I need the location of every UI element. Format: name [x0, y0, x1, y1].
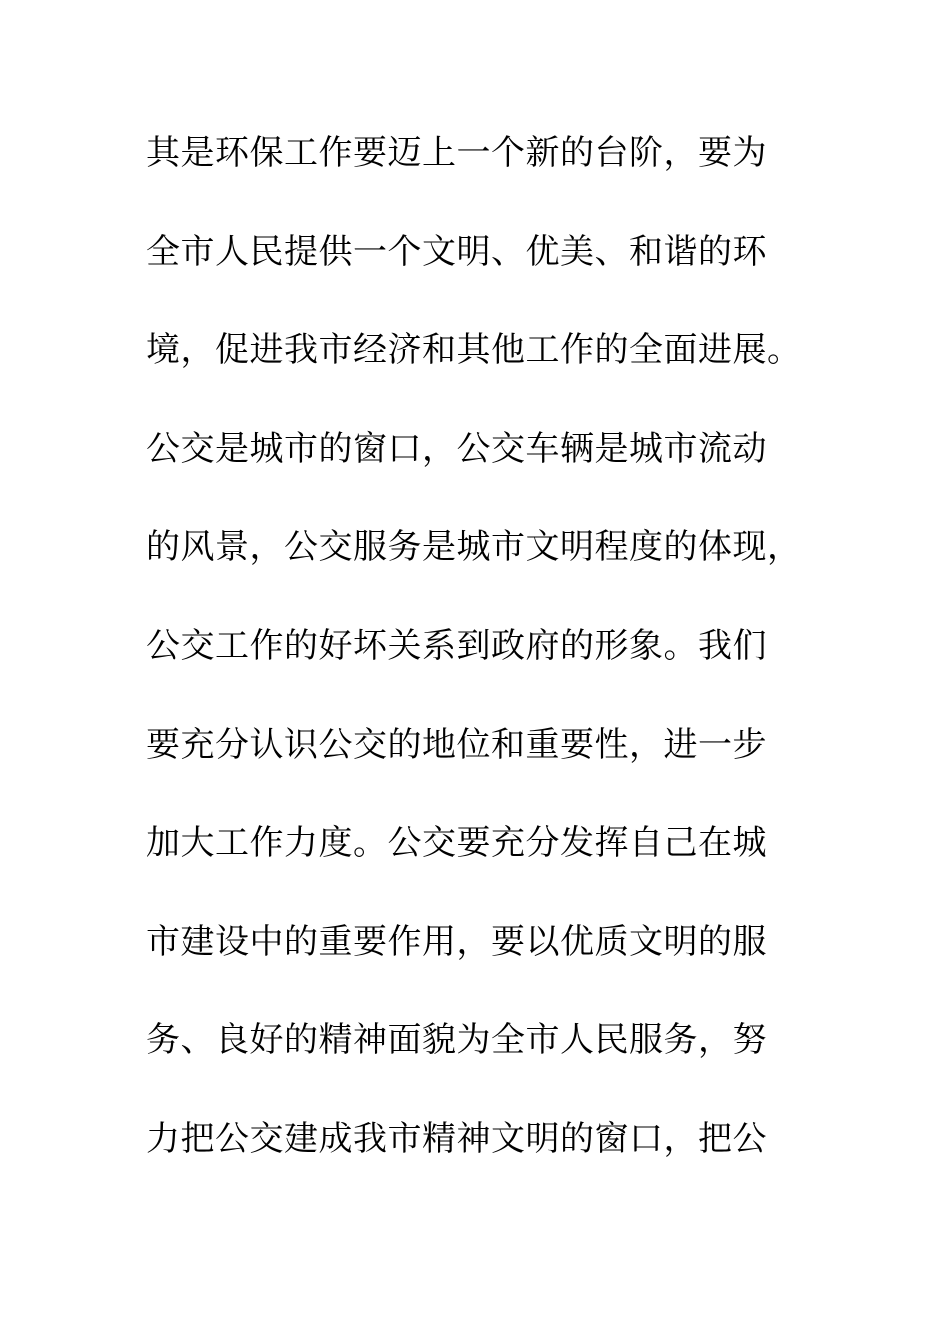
text-line: 市建设中的重要作用，要以优质文明的服 [146, 921, 767, 962]
text-line: 要充分认识公交的地位和重要性，进一步 [146, 724, 767, 765]
text-line: 力把公交建成我市精神文明的窗口，把公 [146, 1118, 767, 1159]
text-line: 务、良好的精神面貌为全市人民服务，努 [146, 1020, 767, 1061]
text-line: 其是环保工作要迈上一个新的台阶，要为 [146, 133, 767, 173]
text-line: 公交是城市的窗口，公交车辆是城市流动 [146, 428, 767, 469]
text-line: 加大工作力度。公交要充分发挥自己在城 [146, 823, 767, 864]
text-line: 的风景，公交服务是城市文明程度的体现， [146, 527, 802, 568]
text-line: 境，促进我市经济和其他工作的全面进展。 [146, 330, 802, 371]
text-line: 公交工作的好坏关系到政府的形象。我们 [146, 625, 767, 666]
body-text [146, 120, 846, 1205]
text-line: 全市人民提供一个文明、优美、和谐的环 [146, 231, 767, 272]
